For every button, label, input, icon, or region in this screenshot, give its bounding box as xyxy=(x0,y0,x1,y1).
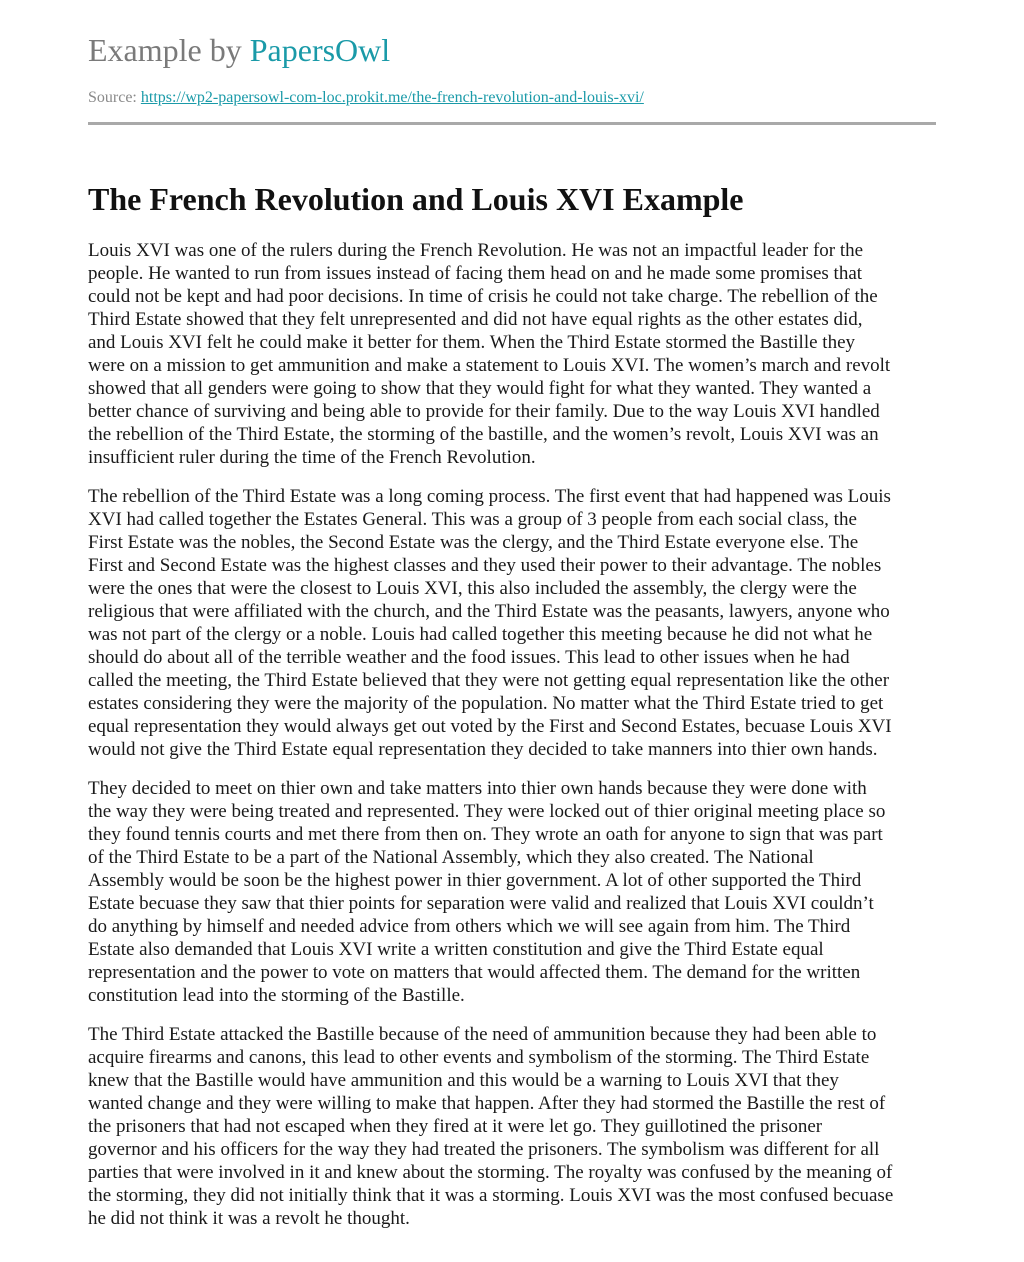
paragraph-1 xyxy=(88,239,936,469)
paragraph-3 xyxy=(88,777,936,1007)
text-line: representation and the power to vote on matters that would affected them. The demand for the written xyxy=(88,962,861,983)
text-line: the rebellion of the Third Estate, the storming of the bastille, and the women’s revolt, Louis XVI was an xyxy=(88,424,879,445)
text-line: religious that were affiliated with the church, and the Third Estate was the peasants, lawyers, anyone who xyxy=(88,601,890,622)
text-line: governor and his officers for the way they had treated the prisoners. The symbolism was different for all xyxy=(88,1139,880,1160)
text-line: equal representation they would always get out voted by the First and Second Estates, becuase Louis XVI xyxy=(88,716,892,737)
text-line: Estate also demanded that Louis XVI write a written constitution and give the Third Estate equal xyxy=(88,939,824,960)
text-line: do anything by himself and needed advice from others which we will see again from him. The Third xyxy=(88,916,851,937)
text-line: they found tennis courts and met there from then on. They wrote an oath for anyone to sign that was part xyxy=(88,824,883,845)
text-line: Estate becuase they saw that thier points for separation were valid and realized that Louis XVI couldn’t xyxy=(88,893,874,914)
article-body xyxy=(88,239,936,1246)
text-line: wanted change and they were willing to make that happen. After they had stormed the Bastille the rest of xyxy=(88,1093,886,1114)
text-line: First and Second Estate was the highest classes and they used their power to their advantage. The nobles xyxy=(88,555,882,576)
text-line: should do about all of the terrible weather and the food issues. This lead to other issues when he had xyxy=(88,647,850,668)
text-line: Assembly would be soon be the highest power in thier government. A lot of other supported the Third xyxy=(88,870,862,891)
text-line: people. He wanted to run from issues instead of facing them head on and he made some promises that xyxy=(88,263,863,284)
text-line: estates considering they were the majority of the population. No matter what the Third Estate tried to get xyxy=(88,693,884,714)
text-line: the way they were being treated and represented. They were locked out of thier original meeting place so xyxy=(88,801,886,822)
source-label: Source: xyxy=(88,89,141,106)
text-line: constitution lead into the storming of the Bastille. xyxy=(88,985,465,1006)
text-line: he did not think it was a revolt he thought. xyxy=(88,1208,410,1229)
text-line: called the meeting, the Third Estate believed that they were not getting equal representation like the other xyxy=(88,670,890,691)
text-line: XVI had called together the Estates General. This was a group of 3 people from each social class, the xyxy=(88,509,857,530)
header-divider xyxy=(88,122,936,125)
text-line: showed that all genders were going to show that they would fight for what they wanted. They wanted a xyxy=(88,378,872,399)
page-title: The French Revolution and Louis XVI Example xyxy=(88,181,744,217)
text-line: knew that the Bastille would have ammunition and this would be a warning to Louis XVI that they xyxy=(88,1070,839,1091)
text-line: The rebellion of the Third Estate was a long coming process. The first event that had happened was Louis xyxy=(88,486,891,507)
paragraph-4 xyxy=(88,1023,936,1230)
brand-logo-text[interactable]: PapersOwl xyxy=(249,32,391,68)
text-line: The Third Estate attacked the Bastille because of the need of ammunition because they had been able to xyxy=(88,1024,877,1045)
text-line: parties that were involved in it and knew about the storming. The royalty was confused by the meaning of xyxy=(88,1162,893,1183)
text-line: Louis XVI was one of the rulers during the French Revolution. He was not an impactful leader for the xyxy=(88,240,864,261)
text-line: insufficient ruler during the time of the French Revolution. xyxy=(88,447,536,468)
source-line xyxy=(88,88,644,108)
text-line: the storming, they did not initially think that it was a storming. Louis XVI was the most confused becuase xyxy=(88,1185,894,1206)
text-line: Third Estate showed that they felt unrepresented and did not have equal rights as the other estates did, xyxy=(88,309,863,330)
text-line: They decided to meet on thier own and take matters into thier own hands because they were done with xyxy=(88,778,867,799)
text-line: were the ones that were the closest to Louis XVI, this also included the assembly, the clergy were the xyxy=(88,578,857,599)
text-line: the prisoners that had not escaped when they fired at it were let go. They guillotined the prisoner xyxy=(88,1116,823,1137)
text-line: were on a mission to get ammunition and make a statement to Louis XVI. The women’s march and revolt xyxy=(88,355,891,376)
text-line: was not part of the clergy or a noble. Louis had called together this meeting because he did not what he xyxy=(88,624,873,645)
paragraph-2 xyxy=(88,485,936,761)
text-line: and Louis XVI felt he could make it better for them. When the Third Estate stormed the Bastille they xyxy=(88,332,856,353)
text-line: better chance of surviving and being able to provide for their family. Due to the way Louis XVI handled xyxy=(88,401,880,422)
brand-prefix: Example by xyxy=(88,32,250,68)
text-line: could not be kept and had poor decisions. In time of crisis he could not take charge. The rebellion of the xyxy=(88,286,878,307)
text-line: First Estate was the nobles, the Second Estate was the clergy, and the Third Estate everyone else. The xyxy=(88,532,859,553)
text-line: acquire firearms and canons, this lead to other events and symbolism of the storming. The Third Estate xyxy=(88,1047,870,1068)
text-line: would not give the Third Estate equal representation they decided to take manners into thier own hands. xyxy=(88,739,878,760)
brand-header xyxy=(88,30,390,70)
source-link[interactable]: https://wp2-papersowl-com-loc.prokit.me/the-french-revolution-and-louis-xvi/ xyxy=(140,89,644,106)
text-line: of the Third Estate to be a part of the National Assembly, which they also created. The National xyxy=(88,847,814,868)
